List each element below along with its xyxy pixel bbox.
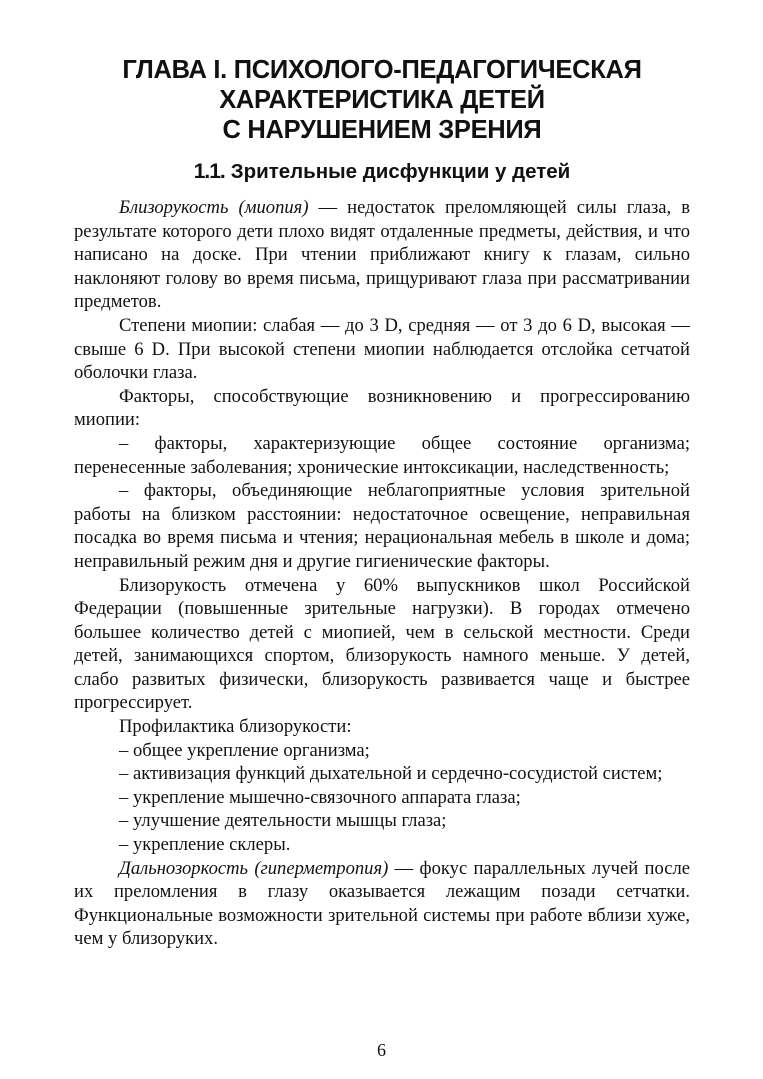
list-item: – улучшение деятельности мышцы глаза; <box>119 810 447 832</box>
list-item: – факторы, характеризующие общее состояние организма; перенесенные заболевания; хронические интоксикации, наследственность; <box>74 432 690 478</box>
paragraph-prevention-intro: Профилактика близорукости: <box>119 716 352 738</box>
list-item: – факторы, объединяющие неблагоприятные условия зрительной работы на близком расстоянии: недостаточное освещение, неправильная посадка во время письма и чтения; нерациональная мебель в школе и дома; неправильный режим дня и другие гигиенические факторы. <box>74 480 690 572</box>
page-content <box>74 55 690 951</box>
section-title <box>74 159 690 185</box>
term-hyperopia: Дальнозоркость (гиперметропия) <box>119 857 389 879</box>
list-item: – общее укрепление организма; <box>119 739 370 761</box>
list-item: – укрепление мышечно-связочного аппарата глаза; <box>119 786 521 808</box>
list-item: – активизация функций дыхательной и сердечно-сосудистой систем; <box>119 763 663 785</box>
paragraph-statistics: Близорукость отмечена у 60% выпускников школ Российской Федерации (повышенные зрительные нагрузки). В городах отмечено большее количество детей с миопией, чем в сельской местности. Среди детей, занимающихся спортом, близорукость намного меньше. У детей, слабо развитых физически, близорукость развивается чаще и быстрее прогрессирует. <box>74 574 690 714</box>
chapter-title-line: ХАРАКТЕРИСТИКА ДЕТЕЙ <box>219 86 545 114</box>
section-title-text: Зрительные дисфункции у детей <box>230 160 571 183</box>
chapter-title <box>74 55 690 145</box>
paragraph-text: — фокус параллельных лучей после их преломления в глазу оказывается лежащим позади сетчатки. Функциональные возможности зрительной системы при работе вблизи хуже, чем у близоруких. <box>74 857 690 950</box>
paragraph-text: — недостаток преломляющей силы глаза, в результате которого дети плохо видят отдаленные предметы, действия, и что написано на доске. При чтении приближают книгу к глазам, сильно наклоняют голову во время письма, прищуривают глаза при рассматривании предметов. <box>74 197 691 313</box>
chapter-title-line: ГЛАВА I. ПСИХОЛОГО-ПЕДАГОГИЧЕСКАЯ <box>122 56 642 84</box>
paragraph-factors-intro: Факторы, способствующие возникновению и прогрессированию миопии: <box>74 385 690 431</box>
section-number: 1.1. <box>193 160 225 183</box>
chapter-title-line: С НАРУШЕНИЕМ ЗРЕНИЯ <box>222 116 542 144</box>
paragraph-myopia-degrees: Степени миопии: слабая — до 3 D, средняя — от 3 до 6 D, высокая — свыше 6 D. При высокой степени миопии наблюдается отслойка сетчатой оболочки глаза. <box>74 314 690 384</box>
paragraph-hyperopia-definition <box>74 857 690 951</box>
term-myopia: Близорукость (миопия) <box>119 197 309 218</box>
paragraph-myopia-definition <box>74 196 690 314</box>
body-text <box>74 196 690 951</box>
list-item: – укрепление склеры. <box>119 834 291 856</box>
page-number: 6 <box>377 1040 386 1060</box>
